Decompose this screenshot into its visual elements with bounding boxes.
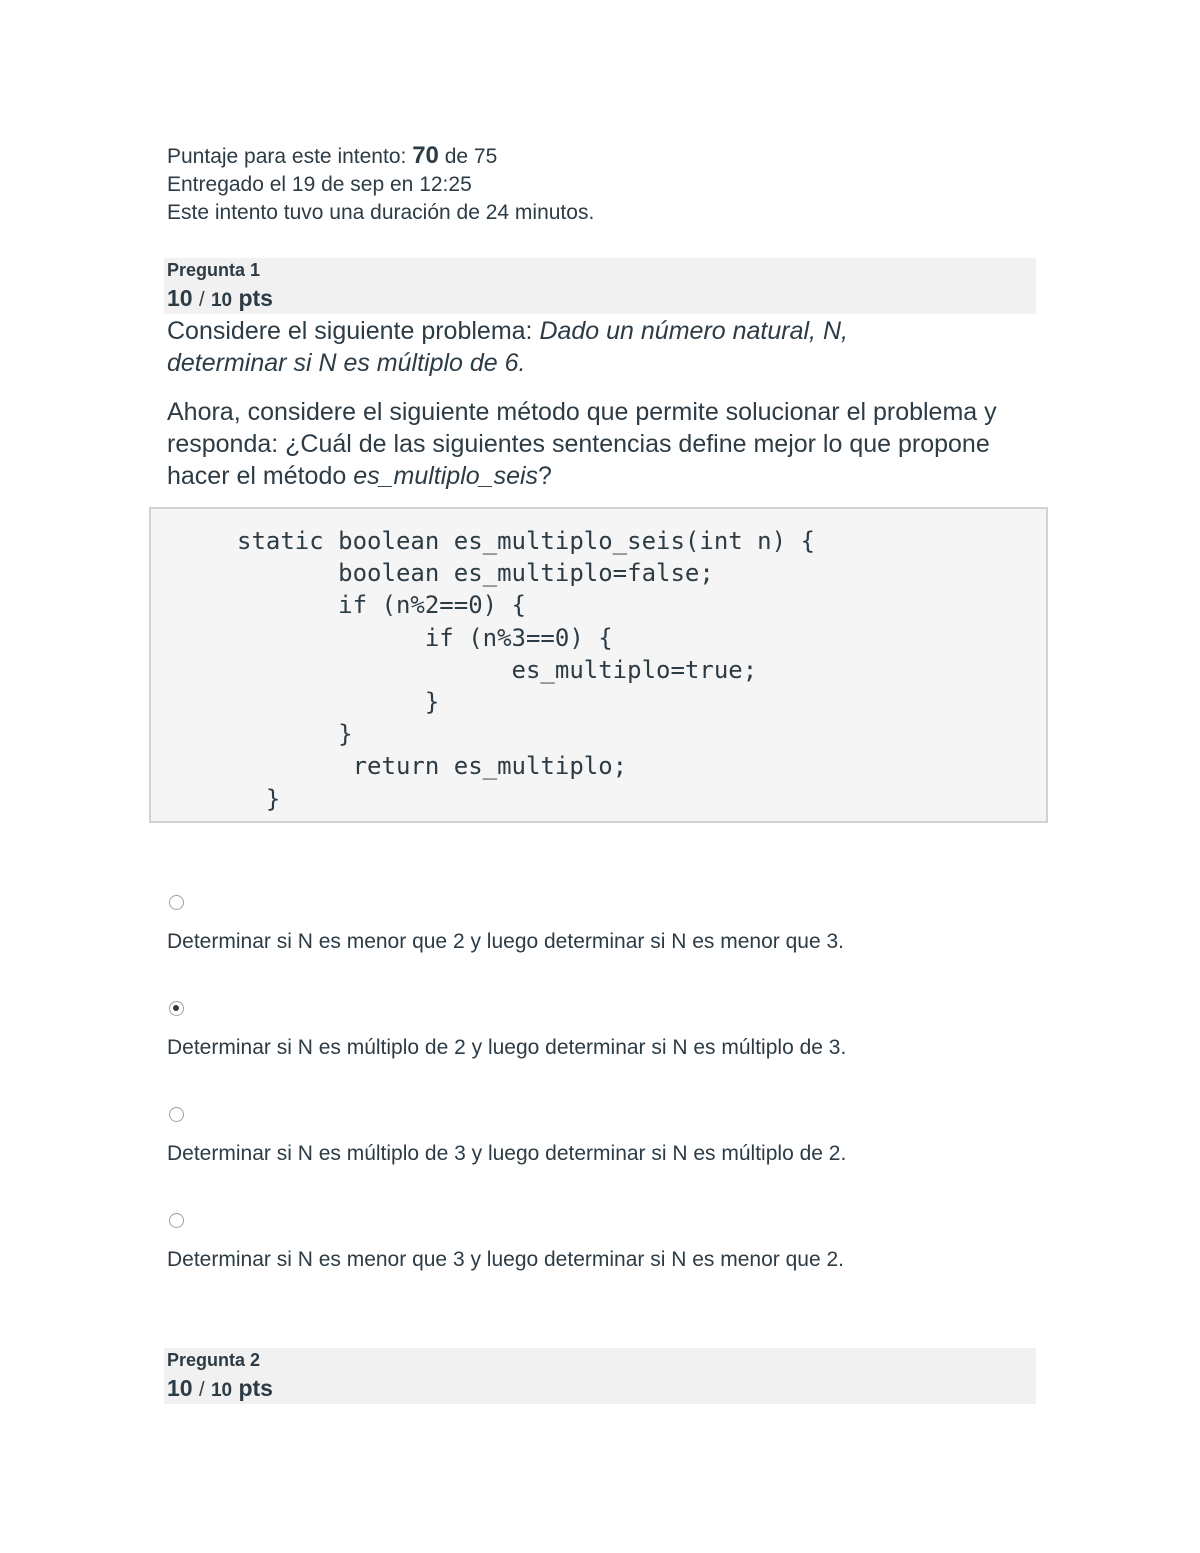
question-2-title: Pregunta 2 xyxy=(167,1350,261,1370)
score-value: 70 xyxy=(412,142,439,169)
score-line xyxy=(167,142,594,171)
answer-4-label[interactable]: Determinar si N es menor que 3 y luego determinar si N es menor que 2. xyxy=(167,1248,844,1271)
score-label: Puntaje para este intento: xyxy=(167,145,407,168)
question-2-points xyxy=(167,1375,273,1402)
question-1-points-slash: / xyxy=(198,289,205,311)
question-1-points-unit: pts xyxy=(238,285,273,311)
question-1-problem-statement: Dado un número natural, N, determinar si N es múltiplo de 6. xyxy=(167,317,848,377)
question-1-header xyxy=(164,258,1036,314)
answer-3-label[interactable]: Determinar si N es múltiplo de 3 y luego determinar si N es múltiplo de 2. xyxy=(167,1142,847,1165)
attempt-summary xyxy=(167,142,594,227)
question-1-prompt xyxy=(167,396,1037,492)
answer-2-label[interactable]: Determinar si N es múltiplo de 2 y luego determinar si N es múltiplo de 3. xyxy=(167,1036,847,1059)
question-2-points-unit: pts xyxy=(238,1375,273,1401)
question-2-points-slash: / xyxy=(198,1379,205,1401)
answer-2-radio[interactable] xyxy=(169,1001,184,1016)
code-snippet: static boolean es_multiplo_seis(int n) { boolean es_multiplo=false; if (n%2==0) { if (n%3==0) { es_multiplo=true; } } return es_multiplo; } xyxy=(237,527,815,813)
attempt-duration: Este intento tuvo una duración de 24 minutos. xyxy=(167,201,595,224)
question-1-prompt-end: ? xyxy=(538,462,552,490)
code-block xyxy=(149,507,1048,823)
question-1-prompt-text: Ahora, considere el siguiente método que permite solucionar el problema y responda: ¿Cuál de las siguientes sentencias define mejor lo que propone hacer el método xyxy=(167,398,997,490)
answer-1-label[interactable]: Determinar si N es menor que 2 y luego determinar si N es menor que 3. xyxy=(167,930,844,953)
question-2-points-max: 10 xyxy=(210,1380,233,1401)
question-2-points-earned: 10 xyxy=(167,1375,193,1401)
answer-3-radio[interactable] xyxy=(169,1107,184,1122)
score-of: de 75 xyxy=(444,145,498,168)
question-1-points-max: 10 xyxy=(210,290,233,311)
question-1-points xyxy=(167,285,273,312)
question-1-method-name: es_multiplo_seis xyxy=(353,462,539,490)
question-1-intro: Considere el siguiente problema: xyxy=(167,317,540,345)
answer-1-radio[interactable] xyxy=(169,895,184,910)
question-2-header xyxy=(164,1348,1036,1404)
question-1-points-earned: 10 xyxy=(167,285,193,311)
submitted-date: Entregado el 19 de sep en 12:25 xyxy=(167,173,472,196)
answer-4-radio[interactable] xyxy=(169,1213,184,1228)
question-1-problem xyxy=(167,315,957,379)
question-1-title: Pregunta 1 xyxy=(167,260,261,280)
